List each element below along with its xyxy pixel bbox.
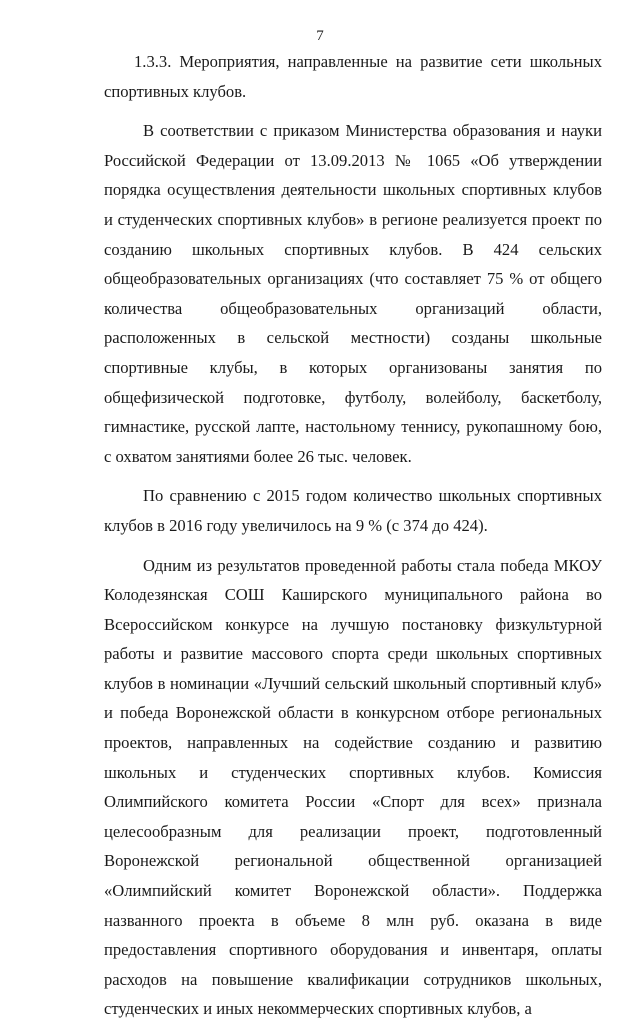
paragraph-comparison-2015: По сравнению с 2015 годом количество школьных спортивных клубов в 2016 году увеличилось на 9 % (с 374 до 424). xyxy=(104,481,602,540)
paragraph-clubs-project: В соответствии с приказом Министерства образования и науки Российской Федерации от 13.09.2013 № 1065 «Об утверждении порядка осуществления деятельности школьных спортивных клубов и студенческих спортивных клубов» в регионе реализуется проект по созданию школьных спортивных клубов. В 424 сельских общеобразовательных организациях (что составляет 75 % от общего количества общеобразовательных организаций области, расположенных в сельской местности) созданы школьные спортивные клубы, в которых организованы занятия по общефизической подготовке, футболу, волейболу, баскетболу, гимнастике, русской лапте, настольному теннису, рукопашному бою, с охватом занятиями более 26 тыс. человек. xyxy=(104,116,602,471)
page-number: 7 xyxy=(0,28,640,45)
document-body xyxy=(104,47,602,1024)
paragraph-results: Одним из результатов проведенной работы стала победа МКОУ Колодезянская СОШ Каширского муниципального района во Всероссийском конкурсе на лучшую постановку физкультурной работы и развитие массового спорта среди школьных спортивных клубов в номинации «Лучший сельский школьный спортивный клуб» и победа Воронежской области в конкурсном отборе региональных проектов, направленных на содействие созданию и развитию школьных и студенческих спортивных клубов. Комиссия Олимпийского комитета России «Спорт для всех» признала целесообразным для реализации проект, подготовленный Воронежской региональной общественной организацией «Олимпийский комитет Воронежской области». Поддержка названного проекта в объеме 8 млн руб. оказана в виде предоставления спортивного оборудования и инвентаря, оплаты расходов на повышение квалификации сотрудников школьных, студенческих и иных некоммерческих спортивных клубов, а xyxy=(104,551,602,1024)
section-heading-1-3-3: 1.3.3. Мероприятия, направленные на развитие сети школьных спортивных клубов. xyxy=(104,47,602,106)
